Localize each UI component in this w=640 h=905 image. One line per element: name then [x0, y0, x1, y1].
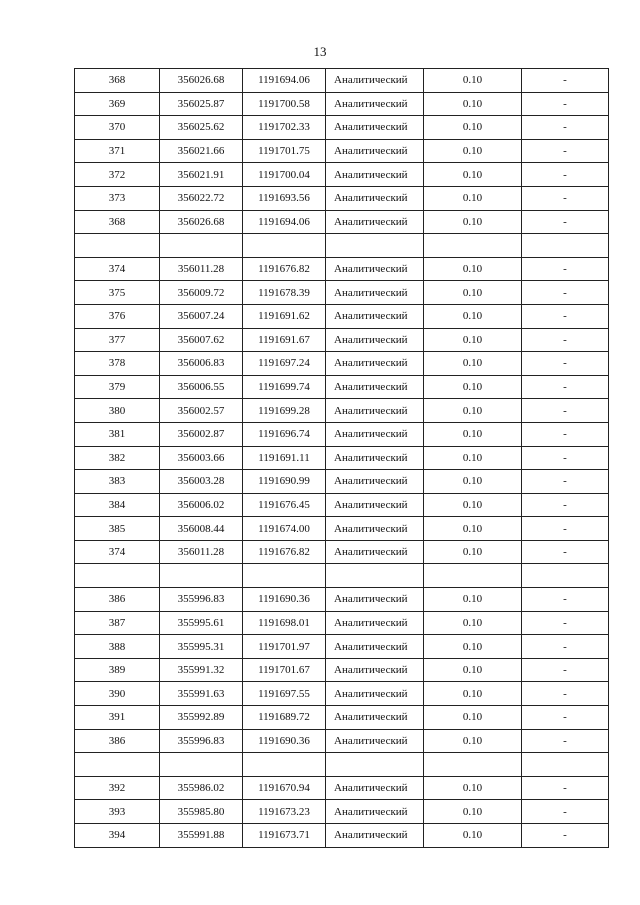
- accuracy-cell: 0.10: [424, 635, 522, 659]
- accuracy-cell: 0.10: [424, 540, 522, 564]
- x-coordinate-cell: 356003.28: [160, 470, 243, 494]
- note-cell: -: [522, 446, 609, 470]
- table-row: [75, 729, 609, 753]
- y-coordinate-cell: 1191674.00: [243, 517, 326, 541]
- note-cell: -: [522, 116, 609, 140]
- accuracy-cell: 0.10: [424, 139, 522, 163]
- table-row: [75, 375, 609, 399]
- table-row: [75, 776, 609, 800]
- method-cell: Аналитический: [326, 422, 424, 446]
- y-coordinate-cell: 1191676.82: [243, 257, 326, 281]
- note-cell: -: [522, 375, 609, 399]
- y-coordinate-cell: 1191670.94: [243, 776, 326, 800]
- note-cell: -: [522, 399, 609, 423]
- accuracy-cell: 0.10: [424, 186, 522, 210]
- table-row: [75, 139, 609, 163]
- y-coordinate-cell: 1191701.75: [243, 139, 326, 163]
- method-cell: Аналитический: [326, 824, 424, 848]
- note-cell: -: [522, 706, 609, 730]
- x-coordinate-cell: [160, 234, 243, 258]
- method-cell: Аналитический: [326, 776, 424, 800]
- accuracy-cell: 0.10: [424, 304, 522, 328]
- table-row: [75, 564, 609, 588]
- point-number-cell: 381: [75, 422, 160, 446]
- method-cell: Аналитический: [326, 163, 424, 187]
- note-cell: -: [522, 635, 609, 659]
- point-number-cell: [75, 234, 160, 258]
- x-coordinate-cell: 356021.91: [160, 163, 243, 187]
- note-cell: -: [522, 328, 609, 352]
- method-cell: [326, 234, 424, 258]
- x-coordinate-cell: 356011.28: [160, 540, 243, 564]
- point-number-cell: 377: [75, 328, 160, 352]
- table-row: [75, 186, 609, 210]
- table-row: [75, 753, 609, 777]
- note-cell: [522, 234, 609, 258]
- accuracy-cell: 0.10: [424, 328, 522, 352]
- point-number-cell: 378: [75, 352, 160, 376]
- note-cell: -: [522, 92, 609, 116]
- accuracy-cell: [424, 234, 522, 258]
- table-row: [75, 706, 609, 730]
- y-coordinate-cell: 1191690.36: [243, 588, 326, 612]
- x-coordinate-cell: 356007.24: [160, 304, 243, 328]
- table-row: [75, 234, 609, 258]
- x-coordinate-cell: 355992.89: [160, 706, 243, 730]
- point-number-cell: 368: [75, 210, 160, 234]
- table-row: [75, 116, 609, 140]
- table-row: [75, 682, 609, 706]
- note-cell: -: [522, 69, 609, 93]
- point-number-cell: 385: [75, 517, 160, 541]
- y-coordinate-cell: 1191690.36: [243, 729, 326, 753]
- point-number-cell: 393: [75, 800, 160, 824]
- point-number-cell: 371: [75, 139, 160, 163]
- point-number-cell: 392: [75, 776, 160, 800]
- accuracy-cell: 0.10: [424, 446, 522, 470]
- method-cell: Аналитический: [326, 375, 424, 399]
- point-number-cell: 382: [75, 446, 160, 470]
- y-coordinate-cell: [243, 564, 326, 588]
- accuracy-cell: 0.10: [424, 824, 522, 848]
- method-cell: Аналитический: [326, 257, 424, 281]
- point-number-cell: 389: [75, 658, 160, 682]
- x-coordinate-cell: 355985.80: [160, 800, 243, 824]
- accuracy-cell: 0.10: [424, 611, 522, 635]
- accuracy-cell: 0.10: [424, 800, 522, 824]
- y-coordinate-cell: 1191673.23: [243, 800, 326, 824]
- y-coordinate-cell: 1191690.99: [243, 470, 326, 494]
- method-cell: Аналитический: [326, 116, 424, 140]
- table-row: [75, 304, 609, 328]
- point-number-cell: 369: [75, 92, 160, 116]
- point-number-cell: 376: [75, 304, 160, 328]
- x-coordinate-cell: 356006.83: [160, 352, 243, 376]
- note-cell: -: [522, 611, 609, 635]
- table-row: [75, 69, 609, 93]
- y-coordinate-cell: 1191700.04: [243, 163, 326, 187]
- y-coordinate-cell: 1191676.82: [243, 540, 326, 564]
- table-row: [75, 658, 609, 682]
- method-cell: Аналитический: [326, 328, 424, 352]
- point-number-cell: 390: [75, 682, 160, 706]
- y-coordinate-cell: 1191691.11: [243, 446, 326, 470]
- point-number-cell: 374: [75, 257, 160, 281]
- y-coordinate-cell: 1191696.74: [243, 422, 326, 446]
- accuracy-cell: 0.10: [424, 375, 522, 399]
- y-coordinate-cell: 1191691.62: [243, 304, 326, 328]
- y-coordinate-cell: 1191699.74: [243, 375, 326, 399]
- method-cell: Аналитический: [326, 69, 424, 93]
- x-coordinate-cell: 356021.66: [160, 139, 243, 163]
- x-coordinate-cell: 356026.68: [160, 69, 243, 93]
- note-cell: -: [522, 163, 609, 187]
- table-row: [75, 422, 609, 446]
- coordinates-table: [74, 68, 609, 848]
- accuracy-cell: 0.10: [424, 517, 522, 541]
- table-row: [75, 824, 609, 848]
- coordinates-table-body: [75, 69, 609, 848]
- table-row: [75, 163, 609, 187]
- point-number-cell: 373: [75, 186, 160, 210]
- table-row: [75, 611, 609, 635]
- accuracy-cell: 0.10: [424, 658, 522, 682]
- x-coordinate-cell: 356025.62: [160, 116, 243, 140]
- accuracy-cell: 0.10: [424, 116, 522, 140]
- note-cell: -: [522, 493, 609, 517]
- method-cell: [326, 753, 424, 777]
- accuracy-cell: 0.10: [424, 92, 522, 116]
- accuracy-cell: 0.10: [424, 281, 522, 305]
- method-cell: Аналитический: [326, 682, 424, 706]
- method-cell: Аналитический: [326, 281, 424, 305]
- table-row: [75, 399, 609, 423]
- y-coordinate-cell: 1191694.06: [243, 69, 326, 93]
- note-cell: -: [522, 658, 609, 682]
- note-cell: -: [522, 824, 609, 848]
- note-cell: -: [522, 776, 609, 800]
- accuracy-cell: [424, 753, 522, 777]
- y-coordinate-cell: 1191693.56: [243, 186, 326, 210]
- note-cell: -: [522, 470, 609, 494]
- y-coordinate-cell: 1191689.72: [243, 706, 326, 730]
- x-coordinate-cell: 356006.02: [160, 493, 243, 517]
- note-cell: [522, 564, 609, 588]
- x-coordinate-cell: [160, 753, 243, 777]
- y-coordinate-cell: 1191673.71: [243, 824, 326, 848]
- y-coordinate-cell: 1191694.06: [243, 210, 326, 234]
- x-coordinate-cell: 356006.55: [160, 375, 243, 399]
- x-coordinate-cell: 356022.72: [160, 186, 243, 210]
- method-cell: Аналитический: [326, 139, 424, 163]
- method-cell: Аналитический: [326, 92, 424, 116]
- note-cell: -: [522, 517, 609, 541]
- accuracy-cell: 0.10: [424, 210, 522, 234]
- table-row: [75, 635, 609, 659]
- method-cell: Аналитический: [326, 800, 424, 824]
- x-coordinate-cell: 355995.61: [160, 611, 243, 635]
- point-number-cell: 380: [75, 399, 160, 423]
- x-coordinate-cell: 356007.62: [160, 328, 243, 352]
- y-coordinate-cell: 1191699.28: [243, 399, 326, 423]
- method-cell: Аналитический: [326, 493, 424, 517]
- y-coordinate-cell: 1191700.58: [243, 92, 326, 116]
- point-number-cell: 372: [75, 163, 160, 187]
- note-cell: -: [522, 186, 609, 210]
- y-coordinate-cell: 1191697.55: [243, 682, 326, 706]
- note-cell: -: [522, 139, 609, 163]
- y-coordinate-cell: [243, 753, 326, 777]
- method-cell: Аналитический: [326, 635, 424, 659]
- table-row: [75, 540, 609, 564]
- x-coordinate-cell: 355991.88: [160, 824, 243, 848]
- table-row: [75, 493, 609, 517]
- x-coordinate-cell: 356025.87: [160, 92, 243, 116]
- method-cell: Аналитический: [326, 658, 424, 682]
- y-coordinate-cell: 1191701.97: [243, 635, 326, 659]
- x-coordinate-cell: [160, 564, 243, 588]
- accuracy-cell: 0.10: [424, 422, 522, 446]
- table-row: [75, 281, 609, 305]
- accuracy-cell: 0.10: [424, 470, 522, 494]
- point-number-cell: 388: [75, 635, 160, 659]
- accuracy-cell: 0.10: [424, 682, 522, 706]
- accuracy-cell: 0.10: [424, 257, 522, 281]
- y-coordinate-cell: 1191698.01: [243, 611, 326, 635]
- accuracy-cell: 0.10: [424, 69, 522, 93]
- y-coordinate-cell: 1191691.67: [243, 328, 326, 352]
- accuracy-cell: [424, 564, 522, 588]
- point-number-cell: 391: [75, 706, 160, 730]
- method-cell: Аналитический: [326, 186, 424, 210]
- point-number-cell: 384: [75, 493, 160, 517]
- note-cell: -: [522, 422, 609, 446]
- x-coordinate-cell: 356026.68: [160, 210, 243, 234]
- point-number-cell: 375: [75, 281, 160, 305]
- note-cell: -: [522, 540, 609, 564]
- accuracy-cell: 0.10: [424, 776, 522, 800]
- method-cell: Аналитический: [326, 470, 424, 494]
- x-coordinate-cell: 355996.83: [160, 729, 243, 753]
- point-number-cell: 383: [75, 470, 160, 494]
- y-coordinate-cell: 1191702.33: [243, 116, 326, 140]
- page-number: 13: [313, 44, 327, 59]
- point-number-cell: 386: [75, 729, 160, 753]
- x-coordinate-cell: 356002.87: [160, 422, 243, 446]
- note-cell: [522, 753, 609, 777]
- note-cell: -: [522, 588, 609, 612]
- y-coordinate-cell: 1191701.67: [243, 658, 326, 682]
- point-number-cell: 394: [75, 824, 160, 848]
- accuracy-cell: 0.10: [424, 352, 522, 376]
- method-cell: Аналитический: [326, 446, 424, 470]
- y-coordinate-cell: [243, 234, 326, 258]
- note-cell: -: [522, 304, 609, 328]
- method-cell: Аналитический: [326, 352, 424, 376]
- accuracy-cell: 0.10: [424, 493, 522, 517]
- table-row: [75, 257, 609, 281]
- table-row: [75, 800, 609, 824]
- note-cell: -: [522, 352, 609, 376]
- method-cell: Аналитический: [326, 304, 424, 328]
- method-cell: Аналитический: [326, 611, 424, 635]
- x-coordinate-cell: 356011.28: [160, 257, 243, 281]
- table-row: [75, 352, 609, 376]
- table-row: [75, 92, 609, 116]
- note-cell: -: [522, 210, 609, 234]
- point-number-cell: 386: [75, 588, 160, 612]
- x-coordinate-cell: 355991.63: [160, 682, 243, 706]
- x-coordinate-cell: 355986.02: [160, 776, 243, 800]
- accuracy-cell: 0.10: [424, 163, 522, 187]
- point-number-cell: 387: [75, 611, 160, 635]
- point-number-cell: 368: [75, 69, 160, 93]
- x-coordinate-cell: 356003.66: [160, 446, 243, 470]
- point-number-cell: 374: [75, 540, 160, 564]
- x-coordinate-cell: 355991.32: [160, 658, 243, 682]
- point-number-cell: [75, 753, 160, 777]
- y-coordinate-cell: 1191678.39: [243, 281, 326, 305]
- method-cell: Аналитический: [326, 540, 424, 564]
- note-cell: -: [522, 257, 609, 281]
- x-coordinate-cell: 356008.44: [160, 517, 243, 541]
- method-cell: Аналитический: [326, 706, 424, 730]
- table-row: [75, 517, 609, 541]
- method-cell: Аналитический: [326, 588, 424, 612]
- table-row: [75, 328, 609, 352]
- table-row: [75, 446, 609, 470]
- table-row: [75, 470, 609, 494]
- x-coordinate-cell: 355996.83: [160, 588, 243, 612]
- method-cell: [326, 564, 424, 588]
- method-cell: Аналитический: [326, 399, 424, 423]
- y-coordinate-cell: 1191676.45: [243, 493, 326, 517]
- accuracy-cell: 0.10: [424, 706, 522, 730]
- method-cell: Аналитический: [326, 210, 424, 234]
- table-row: [75, 588, 609, 612]
- accuracy-cell: 0.10: [424, 729, 522, 753]
- x-coordinate-cell: 355995.31: [160, 635, 243, 659]
- method-cell: Аналитический: [326, 517, 424, 541]
- accuracy-cell: 0.10: [424, 399, 522, 423]
- note-cell: -: [522, 729, 609, 753]
- x-coordinate-cell: 356009.72: [160, 281, 243, 305]
- y-coordinate-cell: 1191697.24: [243, 352, 326, 376]
- method-cell: Аналитический: [326, 729, 424, 753]
- note-cell: -: [522, 800, 609, 824]
- x-coordinate-cell: 356002.57: [160, 399, 243, 423]
- point-number-cell: 370: [75, 116, 160, 140]
- point-number-cell: 379: [75, 375, 160, 399]
- note-cell: -: [522, 281, 609, 305]
- point-number-cell: [75, 564, 160, 588]
- note-cell: -: [522, 682, 609, 706]
- table-row: [75, 210, 609, 234]
- accuracy-cell: 0.10: [424, 588, 522, 612]
